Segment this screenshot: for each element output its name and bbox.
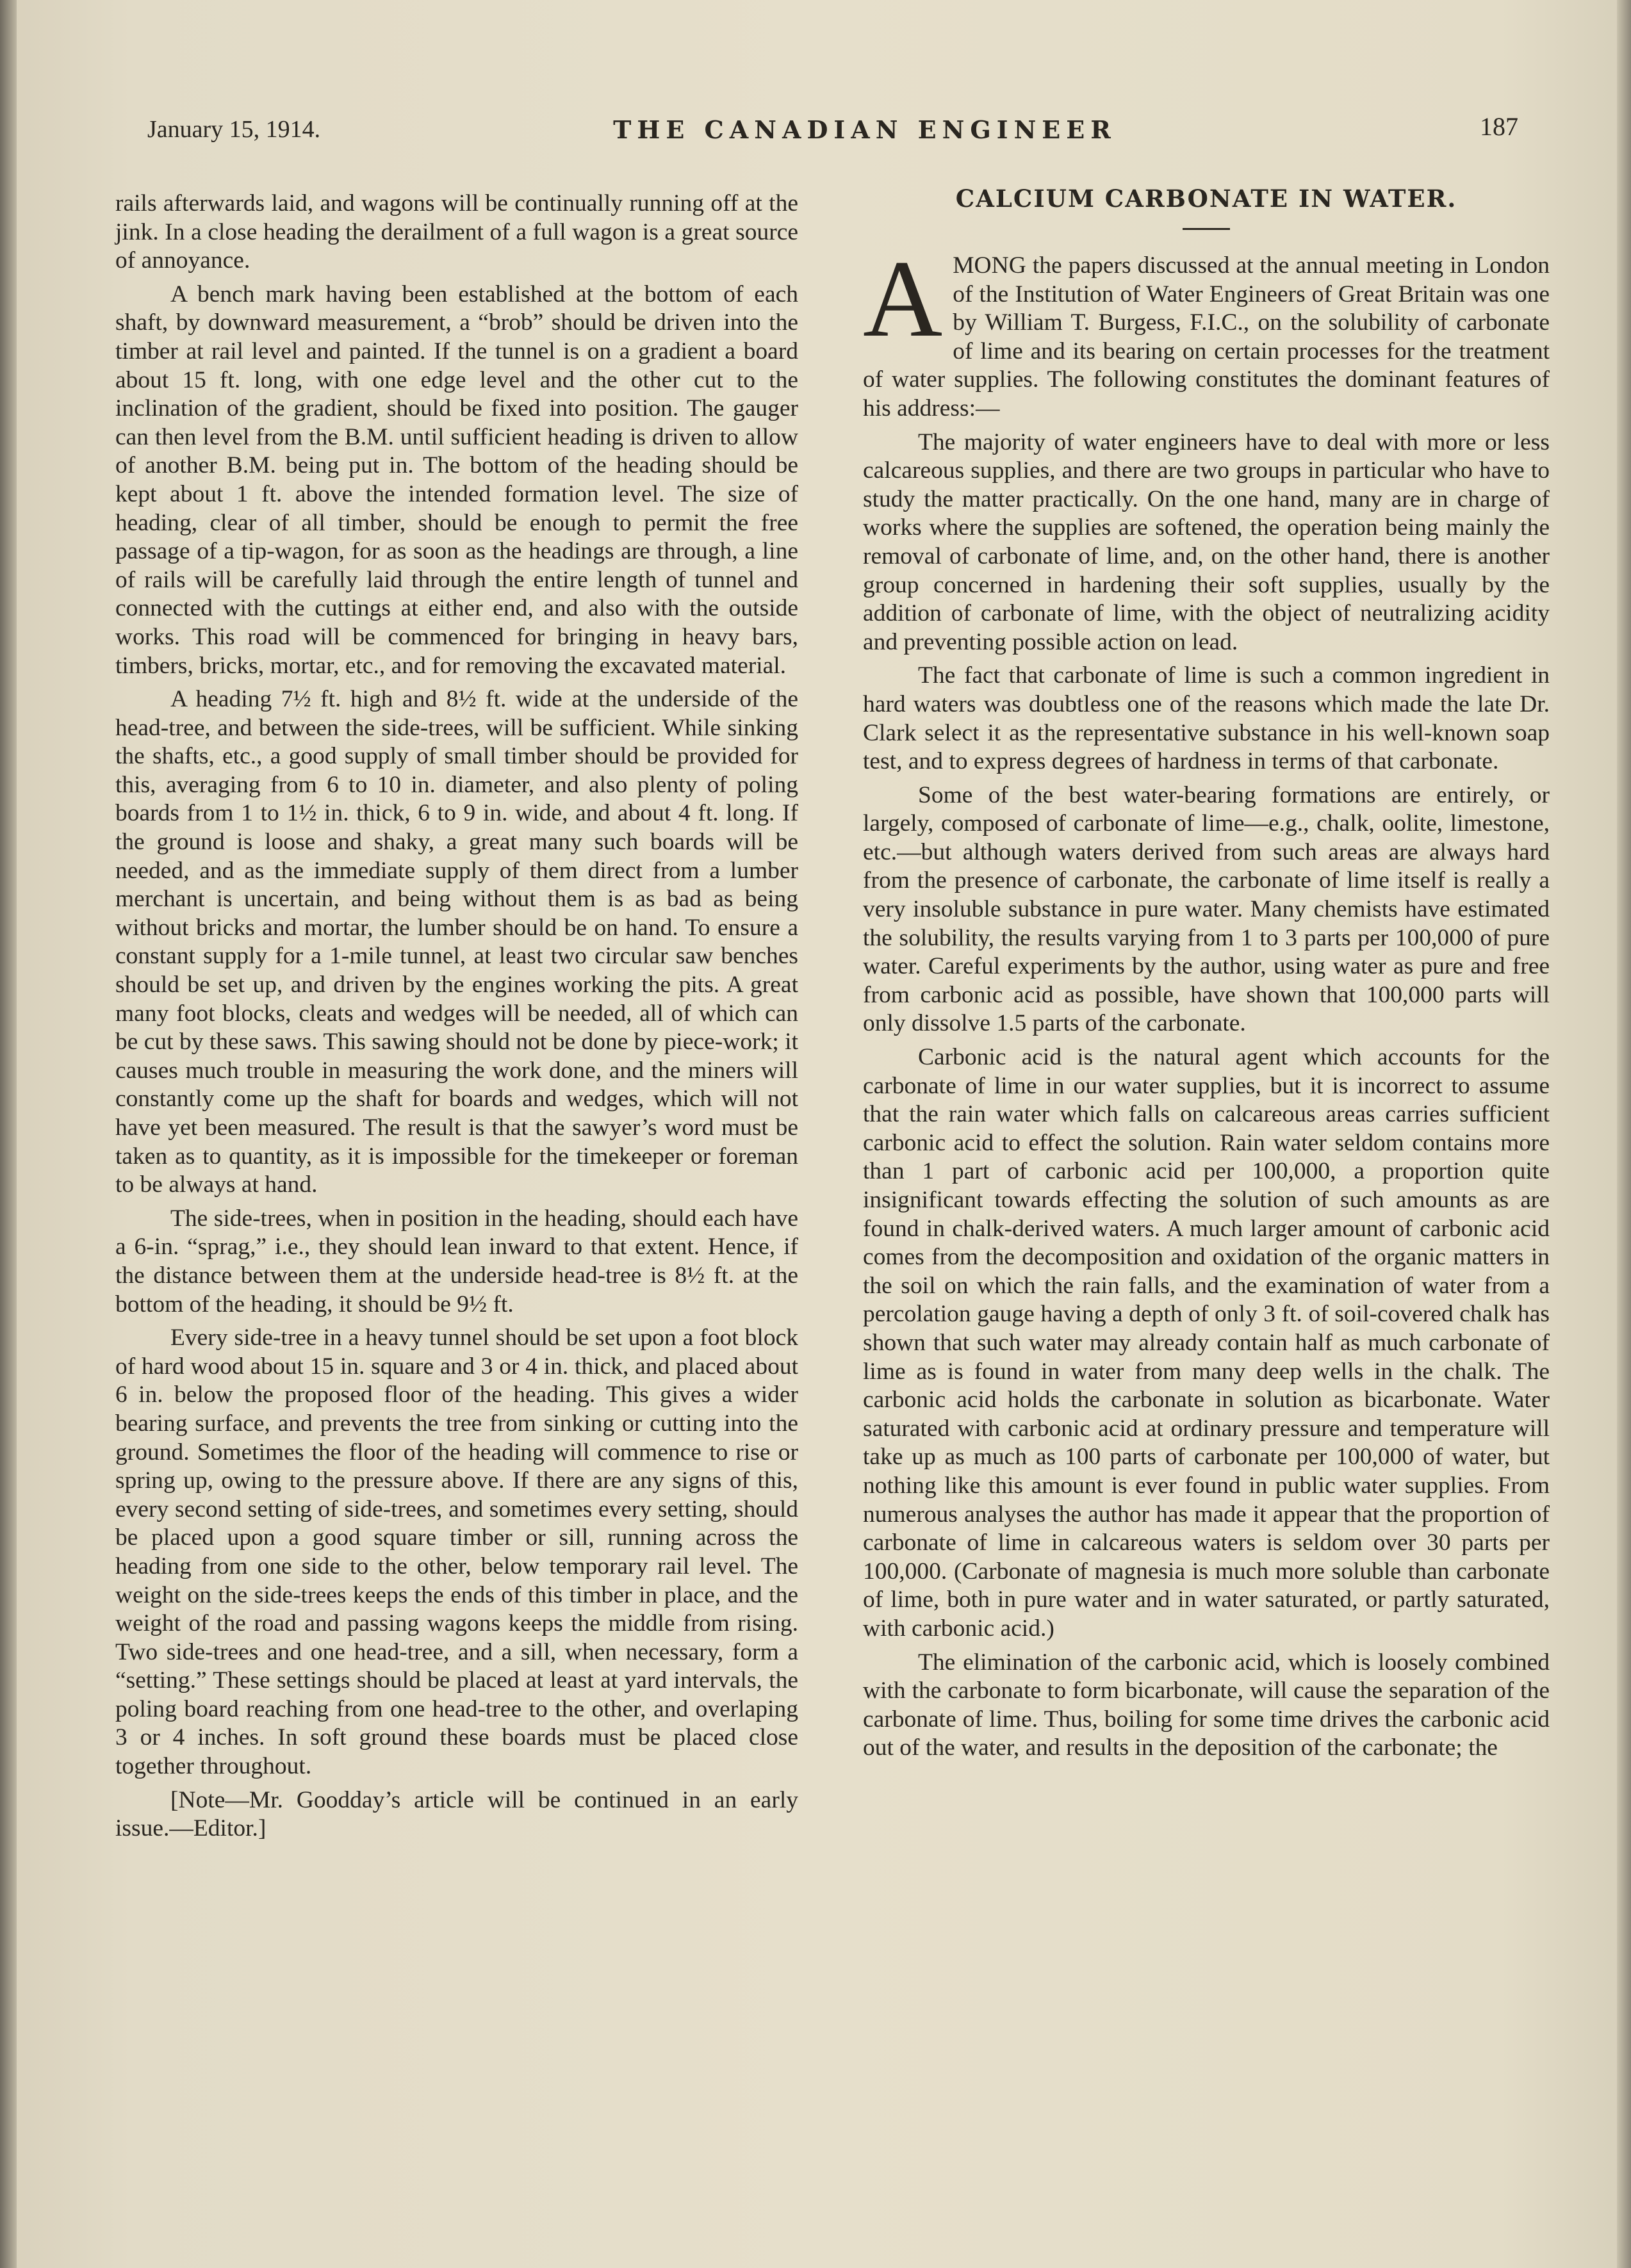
right-paragraph: The elimination of the carbonic acid, which is loosely combined with the carbonate to form bicarbonate, will cause the separation of the carbonate of lime. Thus, boiling for some time drives the carbonic acid out of the water, and results in the deposition of the carbonate; the — [863, 1649, 1550, 1761]
right-paragraph: The fact that carbonate of lime is such a common ingredient in hard waters was doubtless one of the reasons which made the late Dr. Clark select it as the representative substance in his well-known soap test, and to express degrees of hardness in terms of that carbonate. — [863, 662, 1550, 775]
lead-paragraph — [863, 238, 1550, 423]
title-rule — [1183, 228, 1230, 230]
left-paragraph: A bench mark having been established at the bottom of each shaft, by downward measurement, a “brob” should be driven into the timber at rail level and painted. If the tunnel is on a gradient a board about 15 ft. long, with one edge level and the other cut to the inclination of the gradient, should be fixed into position. The gauger can then level from the B.M. until sufficient heading is driven to allow of another B.M. being put in. The bottom of the heading should be kept about 1 ft. above the intended formation level. The size of heading, clear of all timber, should be enough to permit the free passage of a tip-wagon, for as soon as the headings are through, a line of rails will be carefully laid through the entire length of tunnel and connected with the cuttings at either end, and also with the outside works. This road will be commenced for bringing in heavy bars, timbers, bricks, mortar, etc., and for removing the excavated material. — [115, 281, 798, 679]
journal-title: THE CANADIAN ENGINEER — [613, 115, 1117, 144]
editor-note: [Note—Mr. Goodday’s article will be continued in an early issue.—Editor.] — [115, 1786, 798, 1842]
left-paragraph: A heading 7½ ft. high and 8½ ft. wide at the underside of the head-tree, and between the side-trees, will be sufficient. While sinking the shafts, etc., a good supply of small timber should be provided for this, averaging from 6 to 10 in. diameter, and also plenty of poling boards from 1 to 1½ in. thick, 6 to 9 in. wide, and about 4 ft. long. If the ground is loose and shaky, a great many such boards will be needed, and as the immediate supply of them direct from a lumber merchant is uncertain, and being without them is as bad as being without bricks and mortar, the lumber should be on hand. To ensure a constant supply for a 1-mile tunnel, at least two circular saw benches should be set up, and driven by the engines working the pits. A great many foot blocks, cleats and wedges will be needed, all of which can be cut by these saws. This sawing should not be done by piece-work; it causes much trouble in measuring the work done, and the miners will constantly come up the shaft for boards and wedges, which will not have yet been measured. The result is that the sawyer’s word must be taken as to quantity, as it is impossible for the timekeeper or foreman to be always at hand. — [115, 686, 798, 1198]
issue-date: January 15, 1914. — [147, 116, 321, 143]
left-paragraph: Every side-tree in a heavy tunnel should be set upon a foot block of hard wood about 15 in. square and 3 or 4 in. thick, and placed about 6 in. below the proposed floor of the heading. This gives a wider bearing surface, and prevents the tree from sinking or cutting into the ground. Sometimes the floor of the heading will commence to rise or spring up, owing to the pressure above. If there are any signs of this, every second setting of side-trees, and sometimes every setting, should be placed upon a good square timber or sill, running across the heading from one side to the other, below temporary rail level. The weight on the side-trees keeps the ends of this timber in place, and the weight of the road and passing wagons keeps the middle from rising. Two side-trees and one head-tree, and a sill, when necessary, form a “setting.” These settings should be placed at least at yard intervals, the poling board reaching from one head-tree to the other, and overlaping 3 or 4 inches. In soft ground these boards must be placed close together throughout. — [115, 1325, 798, 1780]
page-edge-left — [0, 0, 17, 2268]
page-number: 187 — [1480, 112, 1518, 141]
right-paragraph: The majority of water engineers have to deal with more or less calcareous supplies, and there are two groups in particular who have to study the matter practically. On the one hand, many are in charge of works where the supplies are softened, the operation being mainly the removal of carbonate of lime, and, on the other hand, there is another group concerned in hardening their soft supplies, usually by the addition of carbonate of lime, with the object of neutralizing acidity and preventing possible action on lead. — [863, 428, 1550, 655]
right-paragraph: Carbonic acid is the natural agent which accounts for the carbonate of lime in our water supplies, but it is incorrect to assume that the rain water which falls on calcareous areas carries sufficient carbonic acid to effect the solution. Rain water seldom contains more than 1 part of carbonic acid per 100,000, a proportion quite insignificant towards effecting the solution of such amounts as are found in chalk-derived waters. A much larger amount of carbonic acid comes from the decomposition and oxidation of the organic matters in the soil on which the rain falls, and the examination of water from a percolation gauge having a depth of only 3 ft. of soil-covered chalk has shown that such water may already contain half as much carbonate of lime as is found in water from many deep wells in the chalk. The carbonic acid holds the carbonate in solution as bicarbonate. Water saturated with carbonic acid at ordinary pressure and temperature will take up as much as 100 parts of carbonate per 100,000 of water, but nothing like this amount is ever found in public water supplies. From numerous analyses the author has made it appear that the proportion of carbonate of lime in calcareous waters is seldom over 30 parts per 100,000. (Carbonate of magnesia is much more soluble than carbonate of lime, both in pure water and in water saturated, or partly saturated, with carbonic acid.) — [863, 1044, 1550, 1642]
lead-paragraph-text: MONG the papers discussed at the annual meeting in London of the Institution of Water Engineers of Great Britain was one by William T. Burgess, F.I.C., on the solubility of carbonate of lime and its bearing on certain processes for the treatment of water supplies. The following constitutes the dominant features of his address:— — [863, 252, 1550, 421]
page-header — [147, 109, 1518, 160]
left-paragraph: rails afterwards laid, and wagons will be continually running off at the jink. In a close heading the derailment of a full wagon is a great source of annoyance. — [115, 190, 798, 274]
drop-cap: A — [863, 238, 943, 360]
article-title: CALCIUM CARBONATE IN WATER. — [955, 184, 1457, 213]
right-paragraph: Some of the best water-bearing formations are entirely, or largely, composed of carbonate of lime—e.g., chalk, oolite, limestone, etc.—but although waters derived from such areas are always hard from the presence of carbonate, the carbonate of lime itself is really a very insoluble substance in pure water. Many chemists have estimated the solubility, the results varying from 1 to 3 parts per 100,000 of pure water. Careful experiments by the author, using water as pure and free from carbonic acid as possible, have shown that 100,000 parts will only dissolve 1.5 parts of the carbonate. — [863, 781, 1550, 1037]
left-paragraph: The side-trees, when in position in the heading, should each have a 6-in. “sprag,” i.e., they should lean inward to that extent. Hence, if the distance between them at the underside head-tree is 8½ ft. at the bottom of the heading, it should be 9½ ft. — [115, 1205, 798, 1318]
page-edge-right — [1617, 0, 1631, 2268]
right-column — [863, 177, 1550, 1763]
left-column — [115, 190, 798, 1843]
